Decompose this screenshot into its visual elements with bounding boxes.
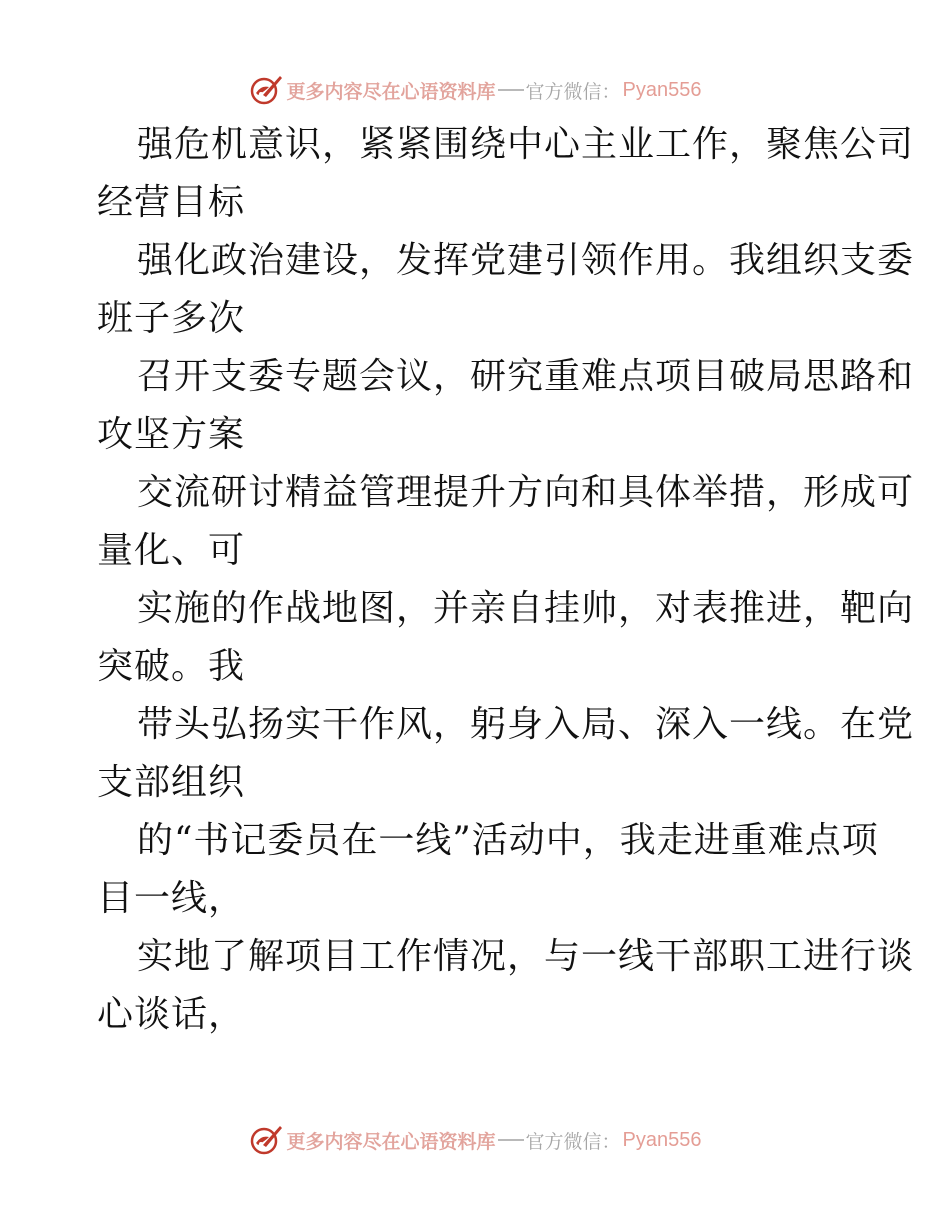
paragraph bbox=[97, 464, 915, 580]
paragraph-line: 班子多次 bbox=[97, 298, 246, 339]
paragraph-line: 量化、可 bbox=[97, 530, 246, 571]
pen-logo-icon bbox=[249, 73, 283, 107]
paragraph-line: 强化政治建设，发挥党建引领作用。我组织支委 bbox=[137, 240, 915, 281]
watermark-brand: 更多内容尽在心语资料库 bbox=[286, 1130, 496, 1153]
paragraph bbox=[97, 580, 915, 696]
watermark-brand: 更多内容尽在心语资料库 bbox=[286, 80, 496, 103]
paragraph-line: 突破。我 bbox=[97, 646, 246, 687]
header-watermark bbox=[0, 70, 950, 110]
paragraph bbox=[97, 696, 915, 812]
paragraph-line: 攻坚方案 bbox=[97, 414, 246, 455]
watermark-account: Pyan556 bbox=[622, 78, 702, 101]
paragraph-line: 支部组织 bbox=[97, 762, 246, 803]
paragraph bbox=[97, 812, 879, 928]
document-body bbox=[97, 116, 915, 1044]
paragraph-line: 的“书记委员在一线”活动中，我走进重难点项 bbox=[137, 820, 879, 861]
paragraph-line: 目一线， bbox=[97, 878, 246, 919]
paragraph bbox=[97, 232, 915, 348]
paragraph-line: 心谈话， bbox=[97, 994, 246, 1035]
paragraph-line: 实施的作战地图，并亲自挂帅，对表推进，靶向 bbox=[137, 588, 915, 629]
paragraph-line: 经营目标 bbox=[97, 182, 246, 223]
paragraph bbox=[97, 348, 915, 464]
paragraph-line: 带头弘扬实干作风，躬身入局、深入一线。在党 bbox=[137, 704, 915, 745]
footer-watermark bbox=[0, 1120, 950, 1160]
watermark-dash bbox=[498, 89, 524, 91]
pen-logo-icon bbox=[249, 1123, 283, 1157]
paragraph-line: 召开支委专题会议，研究重难点项目破局思路和 bbox=[137, 356, 915, 397]
paragraph-line: 强危机意识，紧紧围绕中心主业工作，聚焦公司 bbox=[137, 124, 915, 165]
watermark-label: 官方微信： bbox=[525, 1130, 621, 1153]
paragraph-line: 交流研讨精益管理提升方向和具体举措，形成可 bbox=[137, 472, 915, 513]
watermark-label: 官方微信： bbox=[525, 80, 621, 103]
watermark-dash bbox=[498, 1139, 524, 1141]
watermark-account: Pyan556 bbox=[622, 1128, 702, 1151]
paragraph-line: 实地了解项目工作情况，与一线干部职工进行谈 bbox=[137, 936, 915, 977]
paragraph bbox=[97, 928, 915, 1044]
paragraph bbox=[97, 116, 915, 232]
